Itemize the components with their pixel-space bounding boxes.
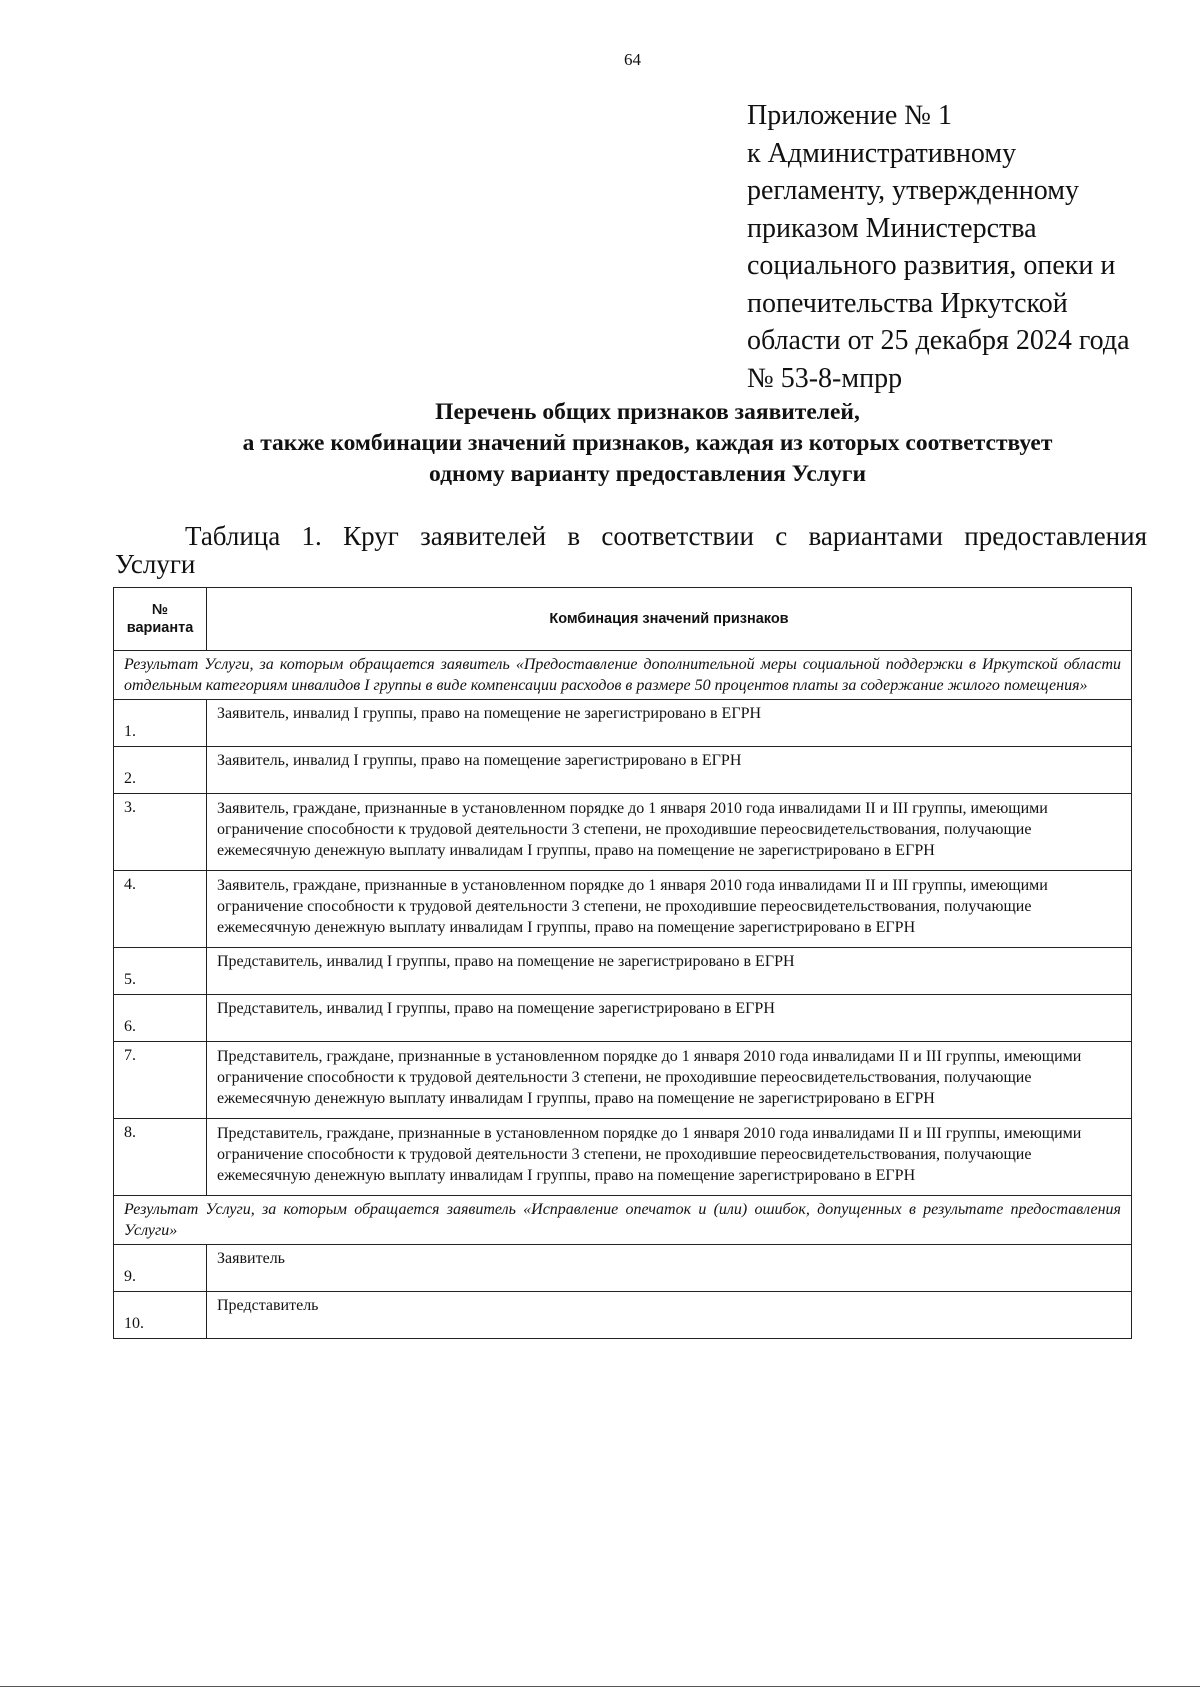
table-row bbox=[114, 948, 1132, 995]
variant-description: Представитель, граждане, признанные в установленном порядке до 1 января 2010 года инвалидами II и III группы, имеющими ограничение способности к трудовой деятельности 3 степени, не проходившие переосвидетельствования, получающие ежемесячную денежную выплату инвалидам I группы, право на помещение зарегистрировано в ЕГРН bbox=[207, 1119, 1132, 1196]
table-header-row bbox=[114, 588, 1132, 651]
variant-number: 9. bbox=[114, 1245, 207, 1292]
table-caption-line: Таблица 1. Круг заявителей в соответствии с вариантами предоставления bbox=[185, 521, 1147, 551]
table-row bbox=[114, 1119, 1132, 1196]
variant-description: Представитель, инвалид I группы, право на помещение не зарегистрировано в ЕГРН bbox=[207, 948, 1132, 995]
title-line: одному варианту предоставления Услуги bbox=[429, 461, 866, 487]
appendix-line: регламенту, утвержденному bbox=[747, 175, 1079, 206]
appendix-line: Приложение № 1 bbox=[747, 100, 952, 131]
table-row bbox=[114, 995, 1132, 1042]
variant-number: 10. bbox=[114, 1292, 207, 1339]
result-description: Результат Услуги, за которым обращается заявитель «Исправление опечаток и (или) ошибок, допущенных в результате предоставления Услуги» bbox=[114, 1196, 1132, 1245]
document-title bbox=[120, 397, 1175, 490]
variants-table bbox=[113, 587, 1132, 1339]
table-caption bbox=[115, 522, 1147, 578]
table-row bbox=[114, 747, 1132, 794]
page-number: 64 bbox=[624, 50, 641, 69]
result-row bbox=[114, 1196, 1132, 1245]
variant-description: Заявитель bbox=[207, 1245, 1132, 1292]
table-row bbox=[114, 1042, 1132, 1119]
variant-description: Заявитель, инвалид I группы, право на помещение зарегистрировано в ЕГРН bbox=[207, 747, 1132, 794]
variant-number: 2. bbox=[114, 747, 207, 794]
appendix-header bbox=[747, 97, 1167, 397]
variant-number: 4. bbox=[114, 871, 207, 948]
table-row bbox=[114, 794, 1132, 871]
title-line: а также комбинации значений признаков, каждая из которых соответствует bbox=[242, 430, 1053, 456]
appendix-line: к Административному bbox=[747, 137, 1017, 169]
variant-number: 7. bbox=[114, 1042, 207, 1119]
variant-number: 1. bbox=[114, 700, 207, 747]
table-row bbox=[114, 700, 1132, 747]
variant-description: Представитель, граждане, признанные в установленном порядке до 1 января 2010 года инвалидами II и III группы, имеющими ограничение способности к трудовой деятельности 3 степени, не проходившие переосвидетельствования, получающие ежемесячную денежную выплату инвалидам I группы, право на помещение не зарегистрировано в ЕГРН bbox=[207, 1042, 1132, 1119]
variant-number: 3. bbox=[114, 794, 207, 871]
table-caption-line: Услуги bbox=[115, 549, 196, 579]
variant-description: Представитель, инвалид I группы, право на помещение зарегистрировано в ЕГРН bbox=[207, 995, 1132, 1042]
result-description: Результат Услуги, за которым обращается заявитель «Предоставление дополнительной меры социальной поддержки в Иркутской области отдельным категориям инвалидов I группы в виде компенсации расходов в размере 50 процентов платы за содержание жилого помещения» bbox=[114, 651, 1132, 700]
header-variant-number: № варианта bbox=[114, 588, 207, 651]
appendix-line: приказом Министерства bbox=[747, 212, 1037, 244]
table-row bbox=[114, 1245, 1132, 1292]
variant-description: Заявитель, граждане, признанные в установленном порядке до 1 января 2010 года инвалидами II и III группы, имеющими ограничение способности к трудовой деятельности 3 степени, не проходившие переосвидетельствования, получающие ежемесячную денежную выплату инвалидам I группы, право на помещение не зарегистрировано в ЕГРН bbox=[207, 794, 1132, 871]
header-combination: Комбинация значений признаков bbox=[207, 588, 1132, 651]
variant-number: 5. bbox=[114, 948, 207, 995]
appendix-line: области от 25 декабря 2024 года bbox=[747, 325, 1130, 356]
variant-description: Представитель bbox=[207, 1292, 1132, 1339]
appendix-line: попечительства Иркутской bbox=[747, 287, 1068, 319]
table-row bbox=[114, 871, 1132, 948]
variant-number: 8. bbox=[114, 1119, 207, 1196]
appendix-line: № 53-8-мпрр bbox=[747, 362, 903, 394]
appendix-line: социального развития, опеки и bbox=[747, 250, 1116, 281]
title-line: Перечень общих признаков заявителей, bbox=[435, 399, 860, 425]
variant-description: Заявитель, граждане, признанные в установленном порядке до 1 января 2010 года инвалидами II и III группы, имеющими ограничение способности к трудовой деятельности 3 степени, не проходившие переосвидетельствования, получающие ежемесячную денежную выплату инвалидам I группы, право на помещение зарегистрировано в ЕГРН bbox=[207, 871, 1132, 948]
variant-number: 6. bbox=[114, 995, 207, 1042]
result-row bbox=[114, 651, 1132, 700]
table-row bbox=[114, 1292, 1132, 1339]
page-bottom-rule bbox=[0, 1686, 1200, 1687]
variant-description: Заявитель, инвалид I группы, право на помещение не зарегистрировано в ЕГРН bbox=[207, 700, 1132, 747]
